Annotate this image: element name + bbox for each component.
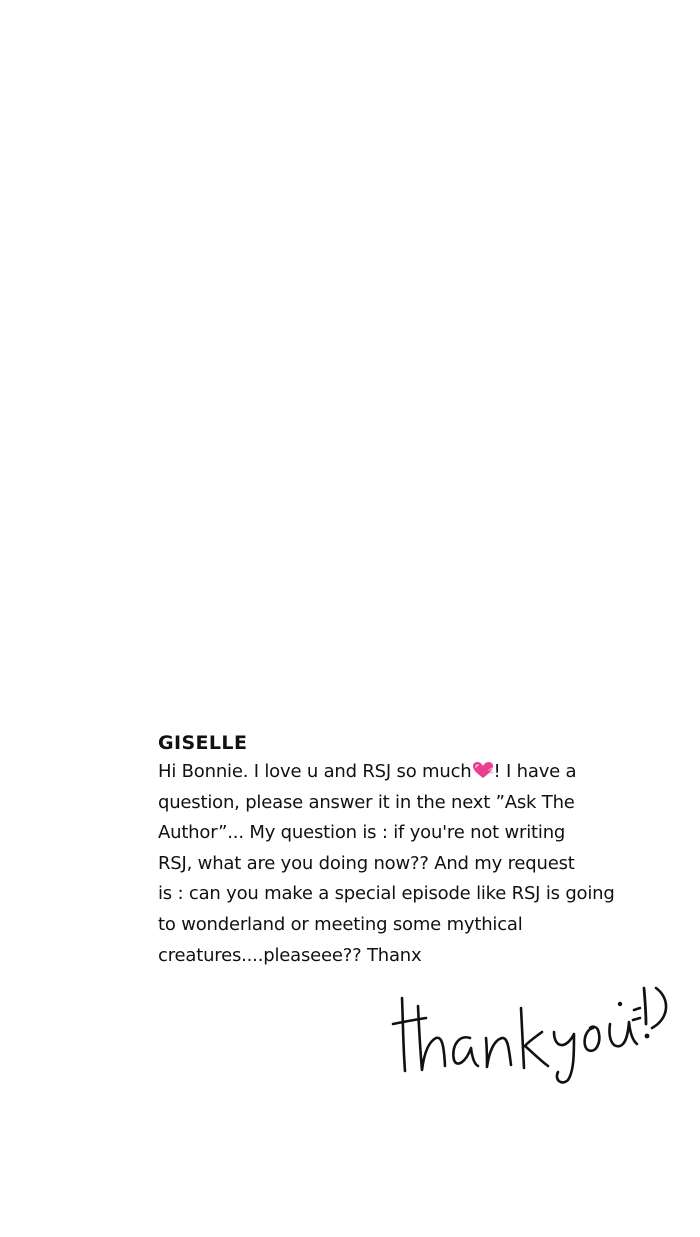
message-line-3: Author”... My question is : if you're not writing bbox=[158, 822, 566, 844]
message-line-4: RSJ, what are you doing now?? And my request bbox=[158, 852, 575, 874]
message-line-6: to wonderland or meeting some mythical bbox=[158, 913, 523, 935]
fan-letter bbox=[158, 729, 628, 971]
author-name: GISELLE bbox=[158, 732, 248, 754]
thankyou-signature bbox=[388, 976, 668, 1086]
message-line-5: is : can you make a special episode like RSJ is going bbox=[158, 883, 615, 905]
message-line-1 bbox=[158, 757, 628, 788]
message-line-2: question, please answer it in the next ”Ask The bbox=[158, 791, 575, 813]
heart-emoji-icon bbox=[472, 761, 494, 779]
message-line-1-end: ! I have a bbox=[493, 761, 577, 782]
message-body bbox=[158, 757, 628, 971]
message-line-7: creatures....pleaseee?? Thanx bbox=[158, 944, 422, 966]
message-line-1-start: Hi Bonnie. I love u and RSJ so much bbox=[158, 761, 472, 782]
